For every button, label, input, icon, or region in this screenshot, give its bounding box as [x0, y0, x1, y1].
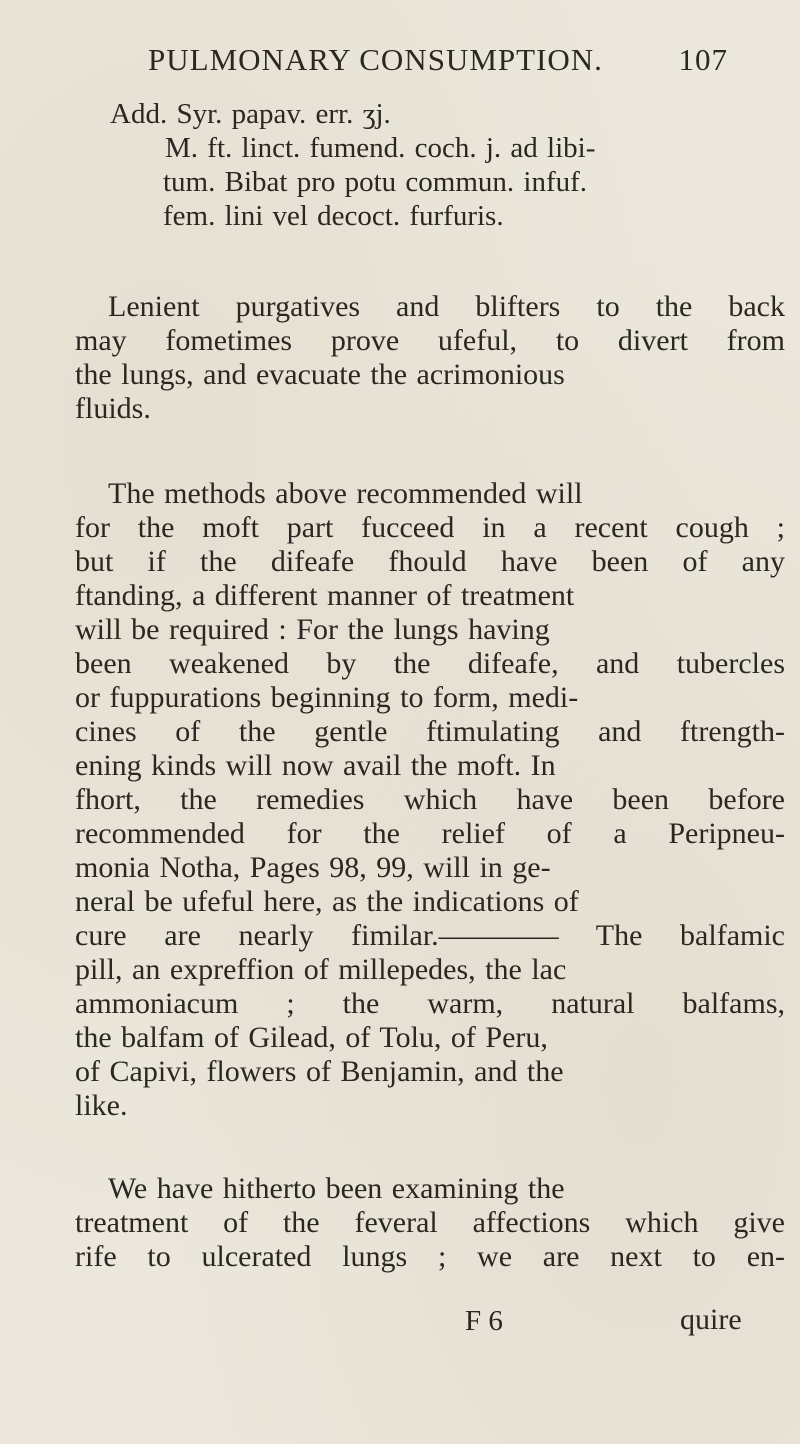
page-number: 107 [678, 42, 728, 77]
paragraph-line: may fometimes prove ufeful, to divert from [75, 324, 785, 357]
paragraph-line: for the moft part fucceed in a recent cough ; [75, 511, 785, 544]
paragraph-line: cines of the gentle ftimulating and ftrength- [75, 715, 785, 748]
paragraph-line: treatment of the feveral affections which give [75, 1206, 785, 1239]
signature-mark: F 6 [465, 1305, 503, 1337]
paragraph-line: pill, an expreffion of millepedes, the lac [75, 953, 567, 986]
paragraph-line: monia Notha, Pages 98, 99, will in ge- [75, 851, 551, 884]
paragraph-line: Lenient purgatives and blifters to the back [108, 290, 785, 323]
paragraph-line: will be required : For the lungs having [75, 613, 550, 646]
paragraph-line: fluids. [75, 392, 151, 425]
recipe-line: tum. Bibat pro potu commun. infuf. [163, 166, 588, 198]
paragraph-line: of Capivi, flowers of Benjamin, and the [75, 1055, 564, 1088]
paragraph-line: recommended for the relief of a Peripneu- [75, 817, 785, 850]
paragraph-line: rife to ulcerated lungs ; we are next to en- [75, 1240, 785, 1273]
recipe-line: Add. Syr. papav. err. ʒj. [110, 98, 391, 130]
catchword: quire [680, 1303, 742, 1336]
paragraph-line: neral be ufeful here, as the indications of [75, 885, 579, 918]
paragraph-line: fhort, the remedies which have been before [75, 783, 785, 816]
paragraph-line: the lungs, and evacuate the acrimonious [75, 358, 565, 391]
paragraph-line: ening kinds will now avail the moft. In [75, 749, 556, 782]
paragraph-line: like. [75, 1089, 128, 1122]
recipe-line: M. ft. linct. fumend. coch. j. ad libi- [165, 132, 596, 164]
paragraph-line: cure are nearly fimilar.———— The balfamic [75, 919, 785, 952]
paragraph-line: but if the difeafe fhould have been of any [75, 545, 785, 578]
paragraph-line: The methods above recommended will [108, 477, 583, 510]
paragraph-line: or fuppurations beginning to form, medi- [75, 681, 579, 714]
paragraph-line: We have hitherto been examining the [108, 1172, 565, 1205]
paragraph-line: the balfam of Gilead, of Tolu, of Peru, [75, 1021, 548, 1054]
paragraph-line: ftanding, a different manner of treatment [75, 579, 575, 612]
paragraph-line: ammoniacum ; the warm, natural balfams, [75, 987, 785, 1020]
running-header [148, 42, 728, 82]
recipe-line: fem. lini vel decoct. furfuris. [163, 200, 504, 232]
paragraph-line: been weakened by the difeafe, and tubercles [75, 647, 785, 680]
running-title: PULMONARY CONSUMPTION. [148, 42, 603, 77]
